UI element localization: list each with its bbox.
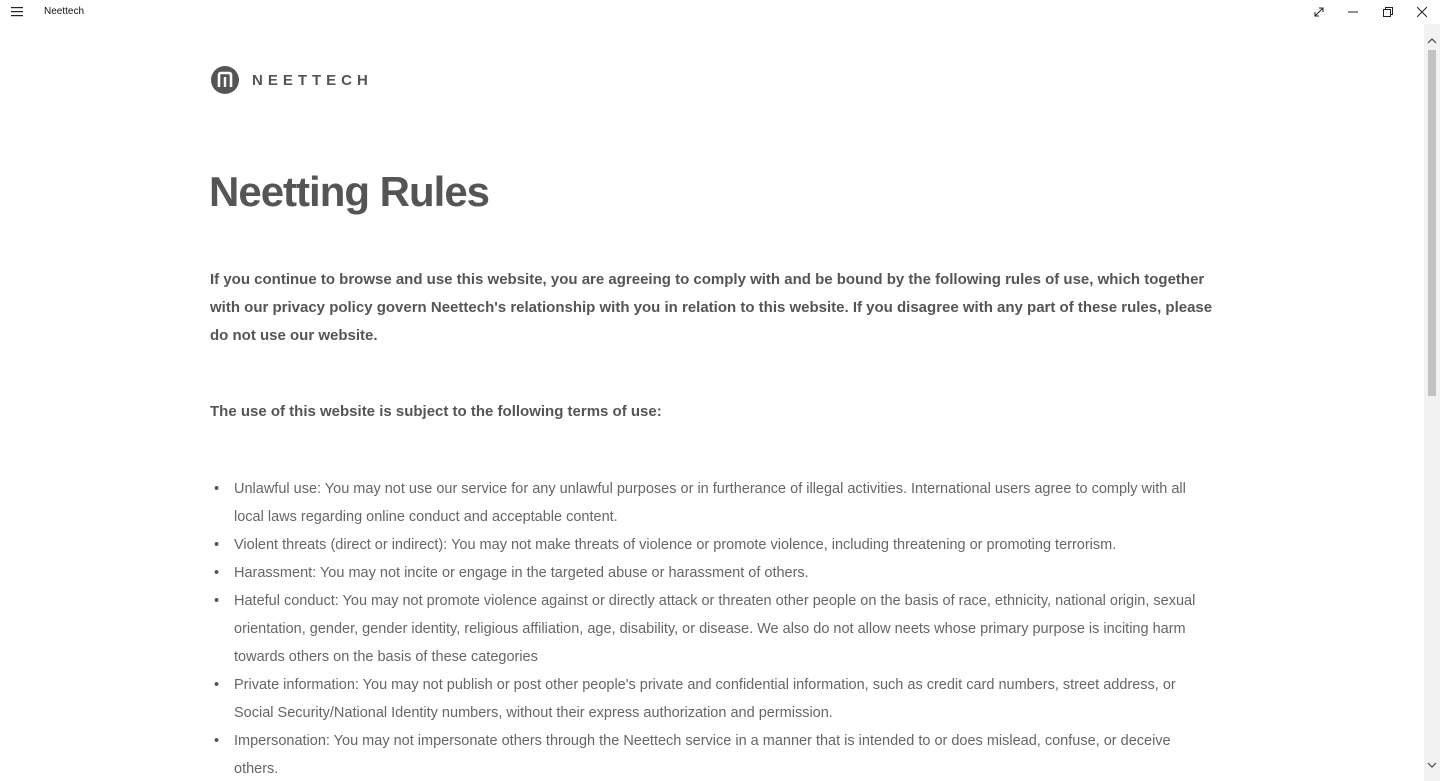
close-icon: [1417, 7, 1427, 17]
app-title: Neettech: [44, 6, 85, 17]
hamburger-icon[interactable]: [8, 3, 26, 21]
scroll-thumb[interactable]: [1428, 50, 1436, 396]
page-title: Neetting Rules: [209, 168, 490, 215]
expand-icon: [1314, 7, 1324, 17]
minimize-icon: [1348, 7, 1358, 17]
restore-button[interactable]: [1371, 0, 1405, 24]
rule-item: • Harassment: You may not incite or engage in the targeted abuse or harassment of others.: [210, 559, 1210, 587]
restore-icon: [1383, 7, 1393, 17]
logo[interactable]: [210, 65, 373, 95]
chevron-up-icon: [1427, 31, 1437, 49]
chevron-down-icon: [1427, 755, 1437, 773]
rules-list: [210, 475, 1210, 781]
rule-item: • Impersonation: You may not impersonate others through the Neettech service in a manner that is intended to or does mislead, confuse, or deceive others.: [210, 727, 1210, 781]
neettech-logo-icon: [210, 65, 240, 95]
scroll-up-button[interactable]: [1424, 32, 1440, 48]
terms-heading: The use of this website is subject to the following terms of use:: [210, 403, 662, 420]
rule-item: • Violent threats (direct or indirect): You may not make threats of violence or promote violence, including threatening or promoting terrorism.: [210, 531, 1210, 559]
minimize-button[interactable]: [1336, 0, 1370, 24]
page-content: [0, 24, 1424, 781]
fullscreen-button[interactable]: [1302, 0, 1336, 24]
vertical-scrollbar[interactable]: [1424, 24, 1440, 781]
rule-item: • Hateful conduct: You may not promote violence against or directly attack or threaten other people on the basis of race, ethnicity, national origin, sexual orientation, gender, gender identity, religious affiliation, age, disability, or disease. We also do not allow neets whose primary purpose is inciting harm towards others on the basis of these categories: [210, 587, 1210, 671]
rule-item: • Private information: You may not publish or post other people's private and confidential information, such as credit card numbers, street address, or Social Security/National Identity numbers, without their express authorization and permission.: [210, 671, 1210, 727]
intro-paragraph: If you continue to browse and use this website, you are agreeing to comply with and be bound by the following rules of use, which together with our privacy policy govern Neettech's relationship with you in relation to this website. If you disagree with any part of these rules, please do not use our website.: [210, 271, 1213, 344]
close-button[interactable]: [1405, 0, 1439, 24]
scroll-down-button[interactable]: [1424, 756, 1440, 772]
rule-item: • Unlawful use: You may not use our service for any unlawful purposes or in furtherance of illegal activities. International users agree to comply with all local laws regarding online conduct and acceptable content.: [210, 475, 1210, 531]
title-bar: [0, 0, 1440, 24]
logo-text: NEETTECH: [252, 71, 373, 89]
